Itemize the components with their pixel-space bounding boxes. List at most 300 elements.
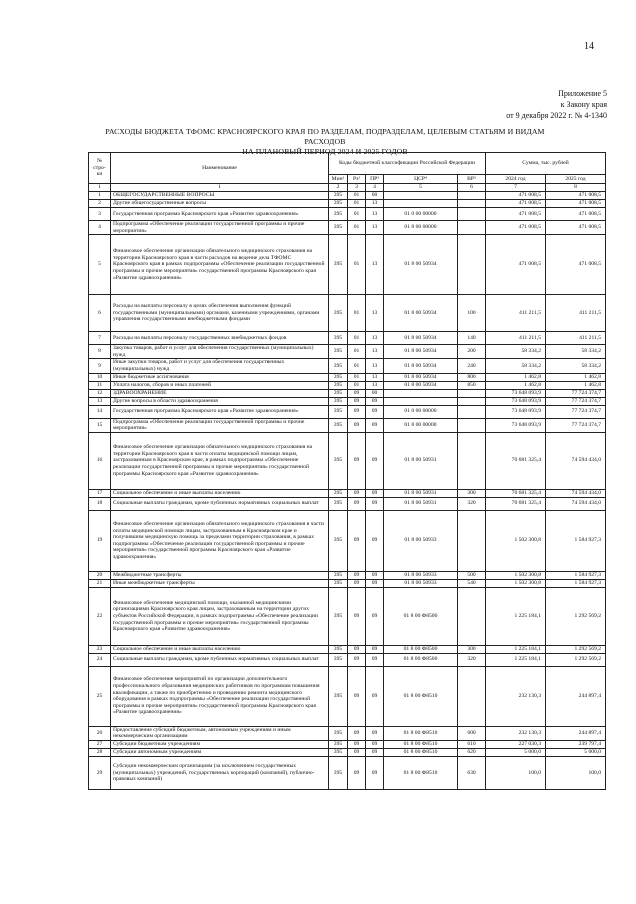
row-2024: 411 211,5 xyxy=(486,332,546,345)
table-row xyxy=(89,295,606,332)
row-vr: 300 xyxy=(458,489,486,497)
row-csr: 01 8 00 50934 xyxy=(384,235,458,295)
row-2025: 1 292 569,2 xyxy=(546,653,606,666)
row-csr: 01 8 00 50934 xyxy=(384,373,458,381)
row-2024: 1 502 300,8 xyxy=(486,571,546,579)
row-rz: 09 xyxy=(348,389,366,397)
row-csr: 01 8 00 50931 xyxy=(384,432,458,489)
table-row xyxy=(89,497,606,510)
row-vr: 100 xyxy=(458,295,486,332)
row-2024: 58 334,2 xyxy=(486,359,546,373)
row-2025: 74 594 434,0 xyxy=(546,489,606,497)
row-pr: 09 xyxy=(366,740,384,748)
row-2025: 74 594 434,0 xyxy=(546,432,606,489)
table-row xyxy=(89,489,606,497)
row-rz: 01 xyxy=(348,235,366,295)
row-pr: 09 xyxy=(366,748,384,756)
row-min: 395 xyxy=(329,345,348,359)
row-pr: 13 xyxy=(366,221,384,235)
row-rz: 09 xyxy=(348,489,366,497)
appendix-line-2: к Закону края xyxy=(560,100,607,109)
row-name: Финансовое обеспечение организации обязательного медицинского страхования на территории Красноярского края в части оплаты медицинской помощи лицам, застрахованным в Красноярском крае, в рамках подпрограммы «Обеспечение реализации государственной программы и прочие мероприятия» государственной программы Красноярского края «Развитие здравоохранения» xyxy=(111,432,329,489)
table-row xyxy=(89,405,606,418)
row-csr: 01 8 00 50933 xyxy=(384,579,458,587)
row-rz: 09 xyxy=(348,756,366,789)
row-name: Другие вопросы в области здравоохранения xyxy=(111,397,329,405)
row-pr: 09 xyxy=(366,571,384,579)
row-name: Расходы на выплаты персоналу государственных внебюджетных фондов xyxy=(111,332,329,345)
row-2025: 1 584 927,3 xyxy=(546,579,606,587)
row-rz: 01 xyxy=(348,345,366,359)
row-vr xyxy=(458,389,486,397)
row-number: 5 xyxy=(89,235,111,295)
row-csr: 01 8 00 50933 xyxy=(384,510,458,571)
appendix-line-1: Приложение 5 xyxy=(558,89,607,98)
row-name: Иные межбюджетные трансферты xyxy=(111,579,329,587)
row-2024: 58 334,2 xyxy=(486,345,546,359)
row-min: 395 xyxy=(329,666,348,726)
row-csr: 01 8 00 Ф8510 xyxy=(384,740,458,748)
row-number: 24 xyxy=(89,653,111,666)
row-pr: 09 xyxy=(366,489,384,497)
row-rz: 01 xyxy=(348,221,366,235)
column-number: 5 xyxy=(384,184,458,192)
row-name: Финансовое обеспечение медицинской помощи, оказанной медицинскими организациями Красноярского края лицам, застрахованным на территории других субъектов Российской Федерации, в рамках подпрограммы «Обеспечение реализации государственной программы и прочие мероприятия» государственной программы Красноярского края «Развитие здравоохранения» xyxy=(111,587,329,645)
row-csr: 01 0 00 00000 xyxy=(384,405,458,418)
row-vr xyxy=(458,405,486,418)
table-row xyxy=(89,432,606,489)
row-min: 395 xyxy=(329,405,348,418)
row-vr: 200 xyxy=(458,345,486,359)
row-name: ОБЩЕГОСУДАРСТВЕННЫЕ ВОПРОСЫ xyxy=(111,192,329,200)
row-2025: 77 724 374,7 xyxy=(546,389,606,397)
table-row xyxy=(89,200,606,208)
row-vr xyxy=(458,221,486,235)
row-name: Финансовое обеспечение организации обязательного медицинского страхования в части оплаты медицинской помощи лицам, застрахованным в Красноярском крае и получившим медицинскую помощь за пределами территории страхования, в рамках подпрограммы «Обеспечение реализации государственной программы и прочие мероприятия» государственной программы Красноярского края «Развитие здравоохранения» xyxy=(111,510,329,571)
row-vr xyxy=(458,510,486,571)
row-min: 395 xyxy=(329,235,348,295)
row-name: Социальное обеспечение и иные выплаты населению xyxy=(111,645,329,653)
header-vr: ВР⁵ xyxy=(458,175,486,184)
row-csr: 01 0 00 00000 xyxy=(384,208,458,221)
table-row xyxy=(89,332,606,345)
row-rz: 01 xyxy=(348,208,366,221)
row-pr: 09 xyxy=(366,397,384,405)
table-row xyxy=(89,373,606,381)
row-number: 1 xyxy=(89,192,111,200)
row-name: Иные закупки товаров, работ и услуг для обеспечения государственных (муниципальных) нужд xyxy=(111,359,329,373)
row-rz: 09 xyxy=(348,571,366,579)
row-csr: 01 8 00 Ф8510 xyxy=(384,726,458,740)
title-line-2: НА ПЛАНОВЫЙ ПЕРИОД 2024 И 2025 ГОДОВ xyxy=(242,147,408,156)
row-2025: 1 462,8 xyxy=(546,373,606,381)
row-name: Расходы на выплаты персоналу в целях обеспечения выполнения функций государственными (муниципальными) органами, казенными учреждениями, органами управления государственными внебюджетными фондами xyxy=(111,295,329,332)
row-pr: 09 xyxy=(366,645,384,653)
table-row xyxy=(89,208,606,221)
row-min: 395 xyxy=(329,510,348,571)
row-2025: 58 334,2 xyxy=(546,359,606,373)
row-pr: 13 xyxy=(366,381,384,389)
row-2024: 1 225 184,1 xyxy=(486,653,546,666)
row-rz: 09 xyxy=(348,666,366,726)
row-2025: 1 292 569,2 xyxy=(546,587,606,645)
row-pr: 09 xyxy=(366,666,384,726)
table-row xyxy=(89,587,606,645)
row-2025: 471 008,5 xyxy=(546,200,606,208)
row-vr xyxy=(458,208,486,221)
row-2025: 1 584 927,3 xyxy=(546,510,606,571)
column-number: 6 xyxy=(458,184,486,192)
table-row xyxy=(89,510,606,571)
row-min: 395 xyxy=(329,389,348,397)
row-pr: 09 xyxy=(366,726,384,740)
row-csr: 01 8 00 00000 xyxy=(384,418,458,432)
row-rz: 09 xyxy=(348,587,366,645)
row-min: 395 xyxy=(329,579,348,587)
row-vr xyxy=(458,200,486,208)
row-2025: 74 594 434,0 xyxy=(546,497,606,510)
row-pr: 13 xyxy=(366,345,384,359)
row-vr: 610 xyxy=(458,740,486,748)
row-number: 29 xyxy=(89,756,111,789)
row-min: 395 xyxy=(329,571,348,579)
row-csr: 01 8 00 Ф8510 xyxy=(384,756,458,789)
row-number: 9 xyxy=(89,359,111,373)
row-csr xyxy=(384,389,458,397)
row-2024: 227 030,3 xyxy=(486,740,546,748)
title-line-1: РАСХОДЫ БЮДЖЕТА ТФОМС КРАСНОЯРСКОГО КРАЯ ПО РАЗДЕЛАМ, ПОДРАЗДЕЛАМ, ЦЕЛЕВЫМ СТАТЬЯМ И ВИДАМ РАСХОДОВ xyxy=(105,127,545,146)
row-2024: 1 502 300,8 xyxy=(486,579,546,587)
row-vr: 300 xyxy=(458,645,486,653)
expenses-table xyxy=(88,152,606,790)
row-vr: 630 xyxy=(458,756,486,789)
row-2024: 1 225 184,1 xyxy=(486,587,546,645)
row-min: 395 xyxy=(329,192,348,200)
row-number: 21 xyxy=(89,579,111,587)
row-csr xyxy=(384,397,458,405)
row-csr: 01 8 00 50934 xyxy=(384,359,458,373)
row-min: 395 xyxy=(329,432,348,489)
row-number: 14 xyxy=(89,405,111,418)
row-pr: 00 xyxy=(366,192,384,200)
row-2025: 77 724 374,7 xyxy=(546,405,606,418)
row-pr: 09 xyxy=(366,510,384,571)
row-min: 395 xyxy=(329,587,348,645)
table-row xyxy=(89,571,606,579)
row-rz: 01 xyxy=(348,192,366,200)
row-vr xyxy=(458,666,486,726)
row-number: 17 xyxy=(89,489,111,497)
row-pr: 13 xyxy=(366,208,384,221)
row-csr xyxy=(384,192,458,200)
row-csr: 01 8 00 50934 xyxy=(384,295,458,332)
row-rz: 01 xyxy=(348,332,366,345)
header-codes: Коды бюджетной классификации Российской Федерации xyxy=(329,153,486,175)
column-number: 8 xyxy=(546,184,606,192)
row-vr: 800 xyxy=(458,373,486,381)
row-rz: 09 xyxy=(348,497,366,510)
row-2025: 1 462,8 xyxy=(546,381,606,389)
row-min: 395 xyxy=(329,373,348,381)
row-name: Предоставление субсидий бюджетным, автономным учреждениям и иным некоммерческим организациям xyxy=(111,726,329,740)
row-2025: 5 000,0 xyxy=(546,748,606,756)
row-name: Субсидии некоммерческим организациям (за исключением государственных (муниципальных) учреждений, государственных корпораций (компаний), публично-правовых компаний) xyxy=(111,756,329,789)
row-2024: 73 648 093,9 xyxy=(486,418,546,432)
table-row xyxy=(89,221,606,235)
row-number: 18 xyxy=(89,497,111,510)
row-2025: 1 292 569,2 xyxy=(546,645,606,653)
row-rz: 09 xyxy=(348,418,366,432)
row-rz: 09 xyxy=(348,740,366,748)
row-vr xyxy=(458,397,486,405)
row-number: 11 xyxy=(89,381,111,389)
row-2024: 471 008,5 xyxy=(486,208,546,221)
row-min: 395 xyxy=(329,359,348,373)
row-name: ЗДРАВООХРАНЕНИЕ xyxy=(111,389,329,397)
table-row xyxy=(89,381,606,389)
row-csr: 01 8 00 50934 xyxy=(384,332,458,345)
row-2024: 73 648 093,9 xyxy=(486,405,546,418)
row-min: 395 xyxy=(329,397,348,405)
row-vr: 500 xyxy=(458,571,486,579)
row-2024: 73 648 093,9 xyxy=(486,397,546,405)
row-vr: 620 xyxy=(458,748,486,756)
row-vr: 140 xyxy=(458,332,486,345)
page-number: 14 xyxy=(584,41,594,52)
row-pr: 13 xyxy=(366,200,384,208)
row-number: 12 xyxy=(89,389,111,397)
row-vr: 320 xyxy=(458,653,486,666)
row-2025: 239 797,4 xyxy=(546,740,606,748)
row-vr: 540 xyxy=(458,579,486,587)
row-min: 395 xyxy=(329,740,348,748)
row-2024: 70 681 325,4 xyxy=(486,497,546,510)
column-number: 3 xyxy=(348,184,366,192)
table-row xyxy=(89,748,606,756)
row-csr: 01 8 00 50934 xyxy=(384,345,458,359)
row-number: 13 xyxy=(89,397,111,405)
row-name: Закупка товаров, работ и услуг для обеспечения государственных (муниципальных) нужд xyxy=(111,345,329,359)
row-rz: 09 xyxy=(348,432,366,489)
row-vr xyxy=(458,418,486,432)
table-row xyxy=(89,726,606,740)
row-min: 395 xyxy=(329,381,348,389)
row-name: Субсидии бюджетным учреждениям xyxy=(111,740,329,748)
row-number: 8 xyxy=(89,345,111,359)
row-min: 395 xyxy=(329,497,348,510)
row-name: Финансовое обеспечение мероприятий по организации дополнительного профессионального образования медицинских работников по программам повышения квалификации, а также по приобретению и проведению ремонта медицинского оборудования в рамках подпрограммы «Обеспечение реализации государственной программы и прочие мероприятия» государственной программы Красноярского края «Развитие здравоохранения» xyxy=(111,666,329,726)
row-name: Социальные выплаты гражданам, кроме публичных нормативных социальных выплат xyxy=(111,497,329,510)
row-2024: 1 462,8 xyxy=(486,381,546,389)
table-row xyxy=(89,756,606,789)
row-name: Подпрограмма «Обеспечение реализации государственной программы и прочие мероприятия» xyxy=(111,418,329,432)
row-number: 16 xyxy=(89,432,111,489)
row-min: 395 xyxy=(329,726,348,740)
row-csr: 01 8 00 50931 xyxy=(384,497,458,510)
row-2025: 100,0 xyxy=(546,756,606,789)
column-number: 4 xyxy=(366,184,384,192)
row-name: Финансовое обеспечение организации обязательного медицинского страхования на территории Красноярского края в части расходов на ведение дела ТФОМС Красноярского края в рамках подпрограммы «Обеспечение реализации государственной программы и прочие мероприятия» государственной программы Красноярского края «Развитие здравоохранения» xyxy=(111,235,329,295)
row-min: 395 xyxy=(329,208,348,221)
row-csr xyxy=(384,200,458,208)
row-number: 22 xyxy=(89,587,111,645)
row-min: 395 xyxy=(329,653,348,666)
row-rz: 09 xyxy=(348,653,366,666)
header-csr: ЦСР⁴ xyxy=(384,175,458,184)
row-rz: 01 xyxy=(348,373,366,381)
row-2025: 471 008,5 xyxy=(546,235,606,295)
row-vr: 320 xyxy=(458,497,486,510)
row-pr: 09 xyxy=(366,579,384,587)
table-row xyxy=(89,235,606,295)
row-2024: 471 008,5 xyxy=(486,221,546,235)
row-name: Социальные выплаты гражданам, кроме публичных нормативных социальных выплат xyxy=(111,653,329,666)
row-2025: 471 008,5 xyxy=(546,192,606,200)
row-number: 2 xyxy=(89,200,111,208)
header-pr: ПР³ xyxy=(366,175,384,184)
row-2024: 5 000,0 xyxy=(486,748,546,756)
row-number: 3 xyxy=(89,208,111,221)
row-rz: 01 xyxy=(348,381,366,389)
row-2025: 77 724 374,7 xyxy=(546,418,606,432)
row-min: 395 xyxy=(329,645,348,653)
row-2024: 471 008,5 xyxy=(486,192,546,200)
row-number: 20 xyxy=(89,571,111,579)
row-2025: 411 211,5 xyxy=(546,332,606,345)
row-rz: 09 xyxy=(348,510,366,571)
row-2024: 232 130,3 xyxy=(486,666,546,726)
row-pr: 09 xyxy=(366,405,384,418)
row-2024: 232 130,3 xyxy=(486,726,546,740)
row-vr: 600 xyxy=(458,726,486,740)
row-rz: 09 xyxy=(348,405,366,418)
table-row xyxy=(89,389,606,397)
row-vr: 850 xyxy=(458,381,486,389)
table-row xyxy=(89,740,606,748)
header-sum: Сумма, тыс. рублей xyxy=(486,153,606,175)
row-vr xyxy=(458,235,486,295)
row-pr: 09 xyxy=(366,587,384,645)
row-name: Социальное обеспечение и иные выплаты населению xyxy=(111,489,329,497)
row-rz: 09 xyxy=(348,397,366,405)
table-body xyxy=(89,192,606,790)
row-rz: 01 xyxy=(348,359,366,373)
row-rz: 09 xyxy=(348,748,366,756)
table-row xyxy=(89,397,606,405)
header-rz: Рз² xyxy=(348,175,366,184)
row-2024: 70 681 325,4 xyxy=(486,432,546,489)
row-2024: 73 648 093,9 xyxy=(486,389,546,397)
row-rz: 01 xyxy=(348,295,366,332)
row-pr: 09 xyxy=(366,432,384,489)
table-row xyxy=(89,192,606,200)
row-number: 28 xyxy=(89,748,111,756)
column-number: 2 xyxy=(329,184,348,192)
appendix-header xyxy=(506,88,607,121)
row-min: 395 xyxy=(329,418,348,432)
row-name: Государственная программа Красноярского края «Развитие здравоохранения» xyxy=(111,405,329,418)
row-rz: 01 xyxy=(348,200,366,208)
row-csr: 01 8 00 00000 xyxy=(384,221,458,235)
row-name: Субсидии автономным учреждениям xyxy=(111,748,329,756)
table-row xyxy=(89,418,606,432)
row-csr: 01 8 00 50934 xyxy=(384,381,458,389)
row-csr: 01 8 00 Ф8510 xyxy=(384,666,458,726)
row-vr xyxy=(458,587,486,645)
row-min: 395 xyxy=(329,332,348,345)
row-2025: 411 211,5 xyxy=(546,295,606,332)
row-number: 27 xyxy=(89,740,111,748)
row-name: Иные бюджетные ассигнования xyxy=(111,373,329,381)
row-pr: 13 xyxy=(366,235,384,295)
row-2024: 100,0 xyxy=(486,756,546,789)
row-pr: 13 xyxy=(366,332,384,345)
row-number: 25 xyxy=(89,666,111,726)
row-name: Государственная программа Красноярского края «Развитие здравоохранения» xyxy=(111,208,329,221)
row-rz: 09 xyxy=(348,579,366,587)
row-vr xyxy=(458,192,486,200)
row-pr: 00 xyxy=(366,389,384,397)
column-number: 7 xyxy=(486,184,546,192)
row-pr: 13 xyxy=(366,373,384,381)
row-2025: 244 897,4 xyxy=(546,726,606,740)
row-number: 7 xyxy=(89,332,111,345)
row-min: 395 xyxy=(329,748,348,756)
row-csr: 01 8 00 Ф8500 xyxy=(384,587,458,645)
table-row xyxy=(89,345,606,359)
row-number: 23 xyxy=(89,645,111,653)
row-pr: 09 xyxy=(366,497,384,510)
row-csr: 01 8 00 Ф8510 xyxy=(384,748,458,756)
row-2025: 244 897,4 xyxy=(546,666,606,726)
row-number: 6 xyxy=(89,295,111,332)
row-name: Уплата налогов, сборов и иных платежей xyxy=(111,381,329,389)
row-number: 15 xyxy=(89,418,111,432)
row-rz: 09 xyxy=(348,645,366,653)
row-csr: 01 8 00 50933 xyxy=(384,571,458,579)
row-2024: 1 502 300,8 xyxy=(486,510,546,571)
column-number: 1 xyxy=(89,184,111,192)
table-row xyxy=(89,579,606,587)
row-csr: 01 8 00 50931 xyxy=(384,489,458,497)
row-2025: 58 334,2 xyxy=(546,345,606,359)
row-rz: 09 xyxy=(348,726,366,740)
table-row xyxy=(89,645,606,653)
table-row xyxy=(89,653,606,666)
header-min: Мин¹ xyxy=(329,175,348,184)
row-vr xyxy=(458,432,486,489)
header-2024: 2024 год xyxy=(486,175,546,184)
appendix-line-3: от 9 декабря 2022 г. № 4-1340 xyxy=(506,111,607,120)
row-2025: 471 008,5 xyxy=(546,221,606,235)
row-min: 395 xyxy=(329,200,348,208)
row-number: 19 xyxy=(89,510,111,571)
row-name: Другие общегосударственные вопросы xyxy=(111,200,329,208)
header-name: Наименование xyxy=(111,153,329,184)
row-2024: 1 462,8 xyxy=(486,373,546,381)
row-name: Подпрограмма «Обеспечение реализации государственной программы и прочие мероприятия» xyxy=(111,221,329,235)
row-number: 26 xyxy=(89,726,111,740)
table-row xyxy=(89,666,606,726)
row-csr: 01 8 00 Ф8500 xyxy=(384,645,458,653)
row-pr: 09 xyxy=(366,653,384,666)
row-2025: 1 584 927,3 xyxy=(546,571,606,579)
row-pr: 09 xyxy=(366,418,384,432)
row-2024: 411 211,5 xyxy=(486,295,546,332)
table-row xyxy=(89,359,606,373)
row-min: 395 xyxy=(329,295,348,332)
row-2024: 471 008,5 xyxy=(486,235,546,295)
